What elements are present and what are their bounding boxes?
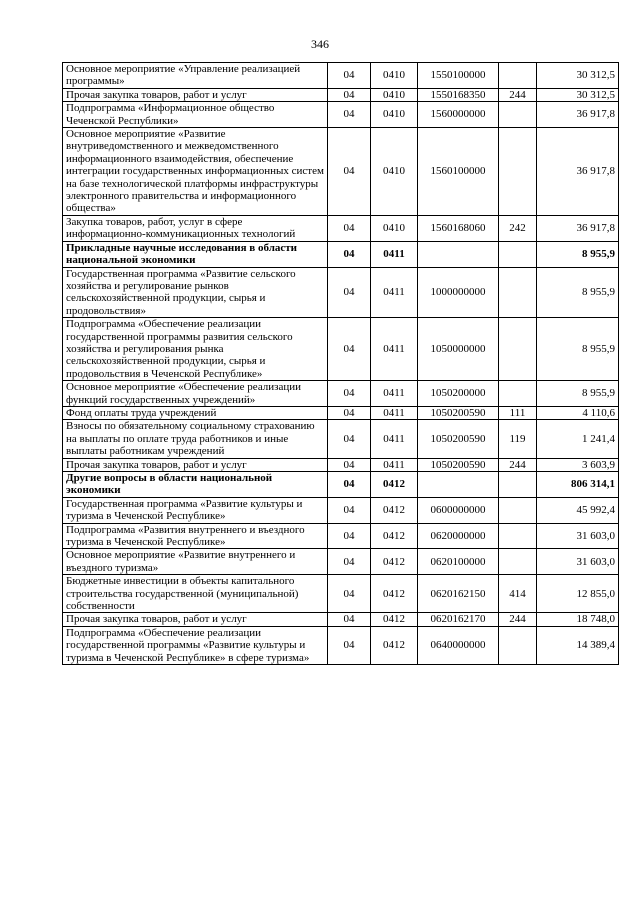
row-name-cell: Подпрограмма «Обеспечение реализации государственной программы «Развитие культуры и туризма в Чеченской Республике» в сфере туризма» bbox=[63, 626, 328, 664]
row-subsection-cell: 0412 bbox=[371, 497, 418, 523]
table-row bbox=[63, 549, 619, 575]
row-amount-cell: 14 389,4 bbox=[537, 626, 619, 664]
row-target-article-cell: 1550100000 bbox=[418, 63, 499, 89]
row-expense-type-cell bbox=[499, 381, 537, 407]
row-section-cell: 04 bbox=[328, 381, 371, 407]
row-amount-cell: 18 748,0 bbox=[537, 613, 619, 626]
table-row bbox=[63, 128, 619, 216]
row-name-cell: Прочая закупка товаров, работ и услуг bbox=[63, 458, 328, 471]
row-section-cell: 04 bbox=[328, 128, 371, 216]
table-row bbox=[63, 88, 619, 101]
row-expense-type-cell: 111 bbox=[499, 406, 537, 419]
row-amount-cell: 8 955,9 bbox=[537, 381, 619, 407]
row-amount-cell: 3 603,9 bbox=[537, 458, 619, 471]
row-amount-cell: 45 992,4 bbox=[537, 497, 619, 523]
row-target-article-cell: 1560100000 bbox=[418, 128, 499, 216]
row-target-article-cell: 0620000000 bbox=[418, 523, 499, 549]
table-row bbox=[63, 523, 619, 549]
table-row bbox=[63, 318, 619, 381]
row-amount-cell: 36 917,8 bbox=[537, 215, 619, 241]
row-name-cell: Основное мероприятие «Развитие внутриведомственного и межведомственного информационного взаимодействия, обеспечение интеграции государственных информационных систем на базе технологической платформы инфраструктуры электронного правительства и информационного общества» bbox=[63, 128, 328, 216]
row-name-cell: Государственная программа «Развитие сельского хозяйства и регулирование рынков сельскохозяйственной продукции, сырья и продовольствия» bbox=[63, 267, 328, 318]
row-amount-cell: 8 955,9 bbox=[537, 267, 619, 318]
row-subsection-cell: 0412 bbox=[371, 523, 418, 549]
row-target-article-cell: 0640000000 bbox=[418, 626, 499, 664]
row-section-cell: 04 bbox=[328, 420, 371, 458]
row-name-cell: Основное мероприятие «Развитие внутреннего и въездного туризма» bbox=[63, 549, 328, 575]
row-section-cell: 04 bbox=[328, 267, 371, 318]
row-subsection-cell: 0412 bbox=[371, 626, 418, 664]
row-section-cell: 04 bbox=[328, 523, 371, 549]
table-row bbox=[63, 420, 619, 458]
table-row bbox=[63, 406, 619, 419]
row-amount-cell: 806 314,1 bbox=[537, 472, 619, 498]
table-row bbox=[63, 472, 619, 498]
row-expense-type-cell bbox=[499, 267, 537, 318]
row-target-article-cell: 1560000000 bbox=[418, 102, 499, 128]
row-section-cell: 04 bbox=[328, 102, 371, 128]
row-section-cell: 04 bbox=[328, 497, 371, 523]
row-subsection-cell: 0410 bbox=[371, 128, 418, 216]
row-subsection-cell: 0411 bbox=[371, 458, 418, 471]
row-expense-type-cell bbox=[499, 497, 537, 523]
table-row bbox=[63, 497, 619, 523]
row-name-cell: Подпрограмма «Развития внутреннего и въездного туризма в Чеченской Республике» bbox=[63, 523, 328, 549]
row-amount-cell: 8 955,9 bbox=[537, 318, 619, 381]
row-section-cell: 04 bbox=[328, 215, 371, 241]
row-target-article-cell: 0600000000 bbox=[418, 497, 499, 523]
row-name-cell: Основное мероприятие «Обеспечение реализации функций государственных учреждений» bbox=[63, 381, 328, 407]
row-subsection-cell: 0412 bbox=[371, 575, 418, 613]
row-subsection-cell: 0411 bbox=[371, 267, 418, 318]
row-name-cell: Фонд оплаты труда учреждений bbox=[63, 406, 328, 419]
row-target-article-cell: 1000000000 bbox=[418, 267, 499, 318]
budget-table bbox=[62, 62, 619, 665]
table-row bbox=[63, 626, 619, 664]
row-target-article-cell: 1050200000 bbox=[418, 381, 499, 407]
table-row bbox=[63, 63, 619, 89]
row-subsection-cell: 0410 bbox=[371, 63, 418, 89]
row-subsection-cell: 0411 bbox=[371, 318, 418, 381]
row-section-cell: 04 bbox=[328, 318, 371, 381]
row-expense-type-cell: 244 bbox=[499, 458, 537, 471]
row-name-cell: Другие вопросы в области национальной экономики bbox=[63, 472, 328, 498]
row-amount-cell: 30 312,5 bbox=[537, 88, 619, 101]
row-subsection-cell: 0411 bbox=[371, 381, 418, 407]
row-target-article-cell: 1050200590 bbox=[418, 458, 499, 471]
table-row bbox=[63, 241, 619, 267]
row-name-cell: Подпрограмма «Обеспечение реализации государственной программы развития сельского хозяйства и регулирования рынка сельскохозяйственной продукции, сырья и продовольствия в Чеченской Республике» bbox=[63, 318, 328, 381]
row-expense-type-cell bbox=[499, 241, 537, 267]
table-row bbox=[63, 102, 619, 128]
row-target-article-cell: 1050000000 bbox=[418, 318, 499, 381]
row-expense-type-cell bbox=[499, 128, 537, 216]
row-amount-cell: 4 110,6 bbox=[537, 406, 619, 419]
row-target-article-cell: 1050200590 bbox=[418, 406, 499, 419]
row-expense-type-cell bbox=[499, 102, 537, 128]
row-section-cell: 04 bbox=[328, 549, 371, 575]
row-target-article-cell: 0620162170 bbox=[418, 613, 499, 626]
row-amount-cell: 12 855,0 bbox=[537, 575, 619, 613]
row-name-cell: Основное мероприятие «Управление реализацией программы» bbox=[63, 63, 328, 89]
table-row bbox=[63, 215, 619, 241]
row-target-article-cell: 1050200590 bbox=[418, 420, 499, 458]
row-subsection-cell: 0411 bbox=[371, 420, 418, 458]
row-subsection-cell: 0411 bbox=[371, 241, 418, 267]
row-target-article-cell: 0620100000 bbox=[418, 549, 499, 575]
table-row bbox=[63, 267, 619, 318]
row-subsection-cell: 0411 bbox=[371, 406, 418, 419]
row-subsection-cell: 0412 bbox=[371, 613, 418, 626]
row-section-cell: 04 bbox=[328, 626, 371, 664]
row-section-cell: 04 bbox=[328, 458, 371, 471]
row-section-cell: 04 bbox=[328, 472, 371, 498]
row-target-article-cell: 1550168350 bbox=[418, 88, 499, 101]
row-target-article-cell: 1560168060 bbox=[418, 215, 499, 241]
row-name-cell: Прочая закупка товаров, работ и услуг bbox=[63, 613, 328, 626]
row-expense-type-cell bbox=[499, 472, 537, 498]
row-section-cell: 04 bbox=[328, 63, 371, 89]
row-section-cell: 04 bbox=[328, 241, 371, 267]
row-amount-cell: 8 955,9 bbox=[537, 241, 619, 267]
row-amount-cell: 36 917,8 bbox=[537, 102, 619, 128]
row-amount-cell: 31 603,0 bbox=[537, 549, 619, 575]
row-expense-type-cell bbox=[499, 63, 537, 89]
row-name-cell: Закупка товаров, работ, услуг в сфере информационно-коммуникационных технологий bbox=[63, 215, 328, 241]
row-section-cell: 04 bbox=[328, 88, 371, 101]
row-target-article-cell bbox=[418, 241, 499, 267]
row-expense-type-cell: 244 bbox=[499, 88, 537, 101]
row-name-cell: Бюджетные инвестиции в объекты капитального строительства государственной (муниципальной) собственности bbox=[63, 575, 328, 613]
budget-table-body bbox=[63, 63, 619, 665]
row-amount-cell: 1 241,4 bbox=[537, 420, 619, 458]
row-subsection-cell: 0412 bbox=[371, 472, 418, 498]
row-amount-cell: 30 312,5 bbox=[537, 63, 619, 89]
row-section-cell: 04 bbox=[328, 575, 371, 613]
row-name-cell: Государственная программа «Развитие культуры и туризма в Чеченской Республике» bbox=[63, 497, 328, 523]
page-number: 346 bbox=[311, 37, 329, 51]
row-subsection-cell: 0410 bbox=[371, 88, 418, 101]
row-expense-type-cell bbox=[499, 626, 537, 664]
row-subsection-cell: 0410 bbox=[371, 102, 418, 128]
row-expense-type-cell bbox=[499, 549, 537, 575]
row-expense-type-cell: 414 bbox=[499, 575, 537, 613]
row-expense-type-cell: 242 bbox=[499, 215, 537, 241]
row-expense-type-cell: 119 bbox=[499, 420, 537, 458]
row-name-cell: Подпрограмма «Информационное общество Чеченской Республики» bbox=[63, 102, 328, 128]
row-name-cell: Взносы по обязательному социальному страхованию на выплаты по оплате труда работников и иные выплаты работникам учреждений bbox=[63, 420, 328, 458]
row-amount-cell: 31 603,0 bbox=[537, 523, 619, 549]
row-name-cell: Прочая закупка товаров, работ и услуг bbox=[63, 88, 328, 101]
row-section-cell: 04 bbox=[328, 406, 371, 419]
row-target-article-cell bbox=[418, 472, 499, 498]
row-section-cell: 04 bbox=[328, 613, 371, 626]
table-row bbox=[63, 381, 619, 407]
row-expense-type-cell bbox=[499, 523, 537, 549]
row-expense-type-cell: 244 bbox=[499, 613, 537, 626]
row-expense-type-cell bbox=[499, 318, 537, 381]
table-row bbox=[63, 613, 619, 626]
row-name-cell: Прикладные научные исследования в области национальной экономики bbox=[63, 241, 328, 267]
row-subsection-cell: 0412 bbox=[371, 549, 418, 575]
table-row bbox=[63, 458, 619, 471]
row-subsection-cell: 0410 bbox=[371, 215, 418, 241]
table-row bbox=[63, 575, 619, 613]
row-target-article-cell: 0620162150 bbox=[418, 575, 499, 613]
row-amount-cell: 36 917,8 bbox=[537, 128, 619, 216]
